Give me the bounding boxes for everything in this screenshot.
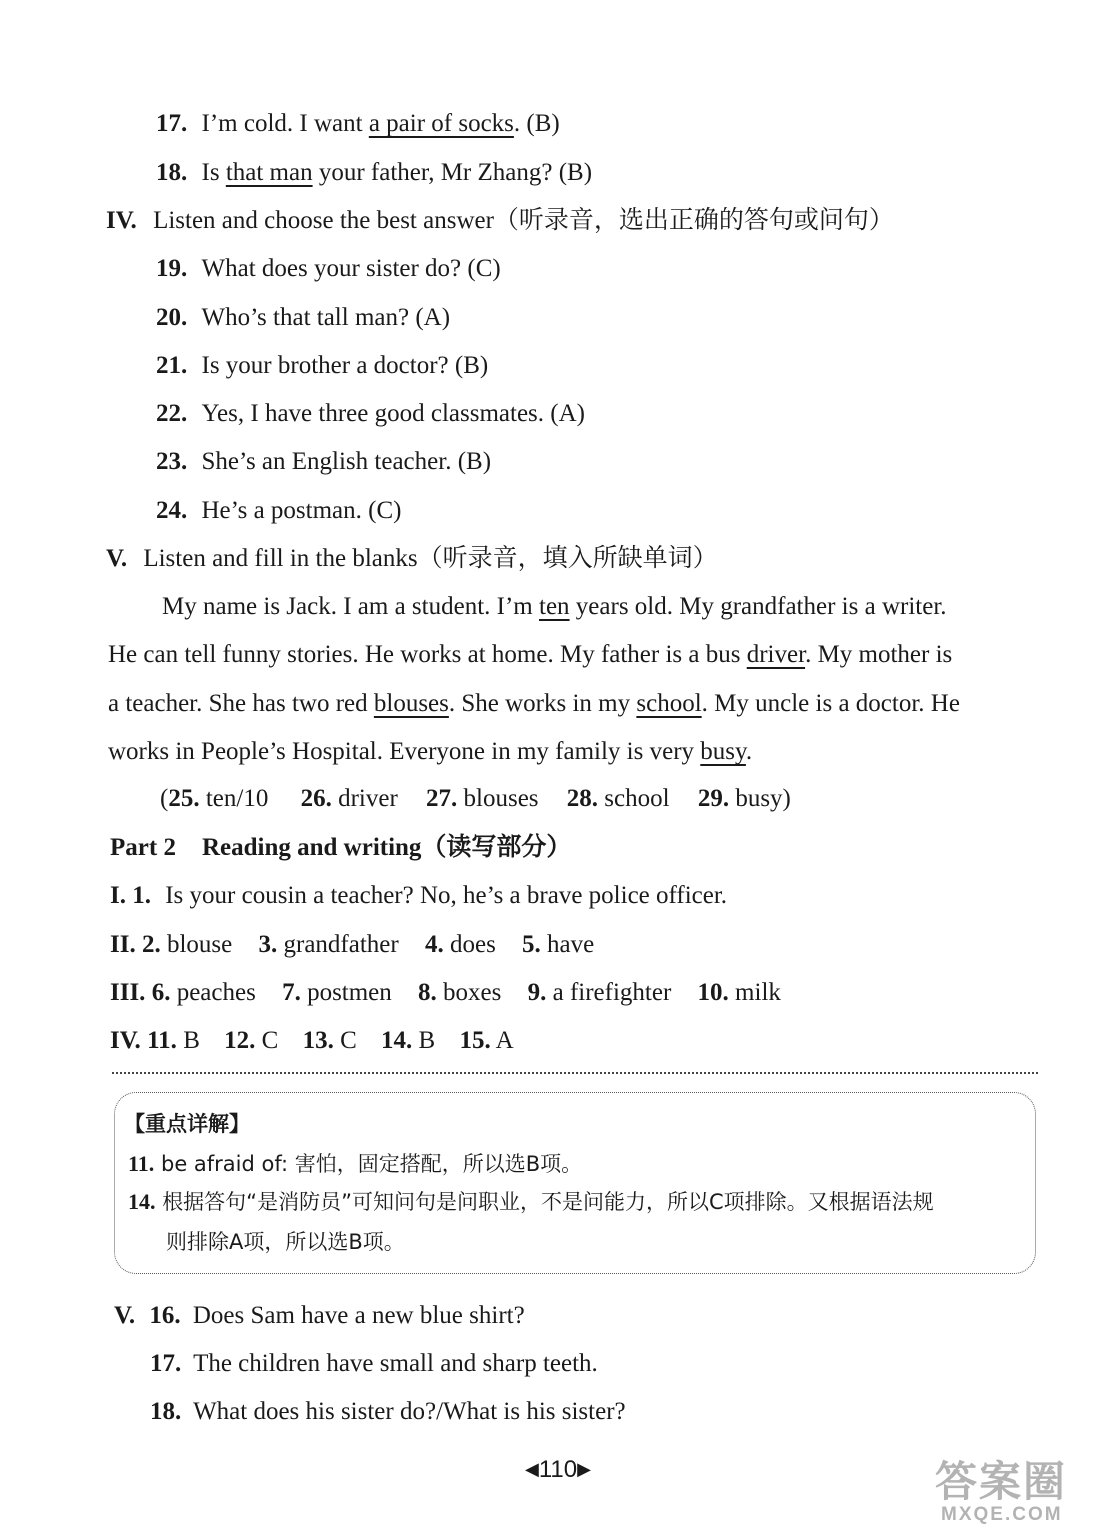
- note-text: be afraid of: 害怕，固定搭配，所以选B项。: [160, 1152, 583, 1176]
- answer-number: 8.: [418, 979, 437, 1006]
- underlined-answer: blouses: [373, 690, 449, 717]
- underlined-answer: that man: [225, 159, 313, 186]
- question-17: [156, 108, 560, 140]
- question-19: [156, 253, 501, 285]
- note-14: [128, 1188, 934, 1216]
- section-heading-iv: [106, 205, 894, 237]
- passage-text: .: [745, 738, 753, 765]
- underlined-answer: driver: [746, 641, 806, 668]
- page-number-value: 110: [538, 1456, 578, 1483]
- answer-value: school: [604, 785, 670, 812]
- question-number: 21.: [156, 352, 188, 379]
- section-number: II.: [110, 931, 136, 958]
- answer-value: busy: [735, 785, 783, 812]
- answer-number: 25.: [168, 785, 200, 812]
- answers-iv: [110, 1025, 514, 1057]
- question-text: Is: [201, 159, 226, 186]
- answer-number: 18.: [150, 1398, 182, 1425]
- answer-value: B: [418, 1027, 436, 1054]
- section-number: III.: [110, 979, 146, 1006]
- answer-value: boxes: [443, 979, 502, 1006]
- left-triangle-icon: ◀: [525, 1459, 539, 1479]
- question-23: [156, 446, 491, 478]
- answer-number: 5.: [522, 931, 541, 958]
- answer-value: grandfather: [283, 931, 399, 958]
- section-number: I.: [110, 882, 126, 909]
- note-11: [128, 1150, 582, 1178]
- passage-line-2: [108, 639, 952, 671]
- watermark-logo: [935, 1460, 1110, 1532]
- question-number: 18.: [156, 159, 188, 186]
- note-number: 14.: [128, 1189, 156, 1214]
- watermark-en: MXQE.COM: [941, 1504, 1063, 1525]
- answer-value: What does his sister do?/What is his sister?: [193, 1398, 626, 1425]
- question-number: 17.: [156, 110, 188, 137]
- answers-i: [110, 880, 727, 912]
- answer-value: a firefighter: [552, 979, 672, 1006]
- answers-v-17: [150, 1348, 598, 1380]
- underlined-answer: ten: [539, 593, 570, 620]
- answer-number: 27.: [426, 785, 458, 812]
- section-title: Listen and fill in the blanks（听录音，填入所缺单词）: [143, 545, 718, 572]
- answers-25-29: [160, 783, 791, 815]
- passage-text: works in People’s Hospital. Everyone in my family is very: [108, 738, 701, 765]
- question-text: She’s an English teacher. (B): [201, 448, 492, 475]
- answer-number: 1.: [132, 882, 151, 909]
- section-heading-v: [106, 543, 718, 575]
- question-number: 24.: [156, 497, 188, 524]
- answer-number: 17.: [150, 1350, 182, 1377]
- answer-number: 28.: [566, 785, 599, 812]
- answer-number: 7.: [282, 979, 301, 1006]
- answer-value: postmen: [307, 979, 392, 1006]
- answer-value: have: [547, 931, 595, 958]
- underlined-answer: school: [636, 690, 702, 717]
- answers-v-16: [114, 1300, 525, 1332]
- passage-line-4: [108, 736, 752, 768]
- passage-text: . My mother is: [805, 641, 953, 668]
- passage-text: My name is Jack. I am a student. I’m: [162, 593, 539, 620]
- answer-value: blouse: [166, 931, 233, 958]
- answer-number: 3.: [258, 931, 278, 958]
- part2-heading: [110, 832, 571, 864]
- question-text: your father, Mr Zhang? (B): [312, 159, 593, 186]
- passage-text: . My uncle is a doctor. He: [701, 690, 960, 717]
- answer-number: 16.: [149, 1302, 181, 1329]
- question-number: 20.: [156, 304, 188, 331]
- answers-v-18: [150, 1396, 626, 1428]
- answer-number: 4.: [424, 931, 444, 958]
- answers-ii: [110, 929, 594, 961]
- answer-value: B: [183, 1027, 200, 1054]
- answer-number: 6.: [151, 979, 171, 1006]
- question-18: [156, 157, 592, 189]
- note-number: 11.: [128, 1151, 155, 1176]
- question-text: I’m cold. I want: [201, 110, 369, 137]
- section-number: IV.: [110, 1027, 141, 1054]
- answer-value: Does Sam have a new blue shirt?: [192, 1302, 525, 1329]
- question-21: [156, 350, 488, 382]
- section-number: V.: [106, 545, 128, 572]
- section-number: IV.: [106, 207, 137, 234]
- bracket: (: [160, 785, 169, 812]
- note-14-continued: 则排除A项，所以选B项。: [166, 1230, 405, 1254]
- passage-text: a teacher. She has two red: [108, 690, 374, 717]
- question-text: He’s a postman. (C): [201, 497, 402, 524]
- passage-text: He can tell funny stories. He works at home. My father is a bus: [108, 641, 747, 668]
- answer-value: driver: [338, 785, 398, 812]
- question-text: . (B): [513, 110, 560, 137]
- section-title: Listen and choose the best answer（听录音，选出正确的答句或问句）: [153, 207, 894, 234]
- answer-number: 15.: [459, 1027, 491, 1054]
- answer-value: peaches: [176, 979, 256, 1006]
- answer-number: 13.: [302, 1027, 334, 1054]
- question-text: Is your brother a doctor? (B): [201, 352, 489, 379]
- question-text: Yes, I have three good classmates. (A): [201, 400, 585, 427]
- question-text: What does your sister do? (C): [201, 255, 501, 282]
- answer-value: C: [340, 1027, 357, 1054]
- passage-text: years old. My grandfather is a writer.: [569, 593, 947, 620]
- note-text: 根据答句“是消防员”可知问句是问职业，不是问能力，所以C项排除。又根据语法规: [162, 1190, 934, 1214]
- answer-value: The children have small and sharp teeth.: [193, 1350, 598, 1377]
- answer-number: 11.: [147, 1027, 177, 1054]
- underlined-answer: busy: [700, 738, 746, 765]
- section-number: V.: [114, 1302, 136, 1329]
- question-text: Who’s that tall man? (A): [201, 304, 451, 331]
- answer-number: 26.: [300, 785, 332, 812]
- answer-number: 9.: [527, 979, 547, 1006]
- answer-value: C: [261, 1027, 279, 1054]
- bracket: ): [782, 785, 791, 812]
- question-20: [156, 302, 450, 334]
- answer-value: ten/10: [205, 785, 269, 812]
- part-title: Reading and writing（读写部分）: [201, 834, 572, 861]
- answer-value: A: [495, 1027, 514, 1054]
- question-number: 22.: [156, 400, 188, 427]
- answer-value: Is your cousin a teacher? No, he’s a brave police officer.: [165, 882, 728, 909]
- key-points-title: 【重点详解】: [124, 1112, 250, 1136]
- answer-number: 10.: [697, 979, 729, 1006]
- underlined-answer: a pair of socks: [368, 110, 514, 137]
- question-number: 23.: [156, 448, 188, 475]
- answer-number: 29.: [697, 785, 730, 812]
- answer-value: milk: [735, 979, 781, 1006]
- answer-number: 2.: [141, 931, 161, 958]
- passage-line-3: [108, 688, 960, 720]
- answer-value: does: [449, 931, 496, 958]
- watermark-cn: 答案圈: [935, 1458, 1068, 1505]
- answers-iii: [110, 977, 781, 1009]
- answer-number: 14.: [381, 1027, 413, 1054]
- dotted-divider: [112, 1072, 1038, 1074]
- question-number: 19.: [156, 255, 188, 282]
- passage-text: . She works in my: [448, 690, 637, 717]
- question-24: [156, 495, 401, 527]
- part-label: Part 2: [110, 834, 176, 861]
- question-22: [156, 398, 585, 430]
- passage-line-1: [162, 591, 947, 623]
- answer-value: blouses: [463, 785, 539, 812]
- right-triangle-icon: ▶: [577, 1459, 591, 1479]
- answer-number: 12.: [224, 1027, 256, 1054]
